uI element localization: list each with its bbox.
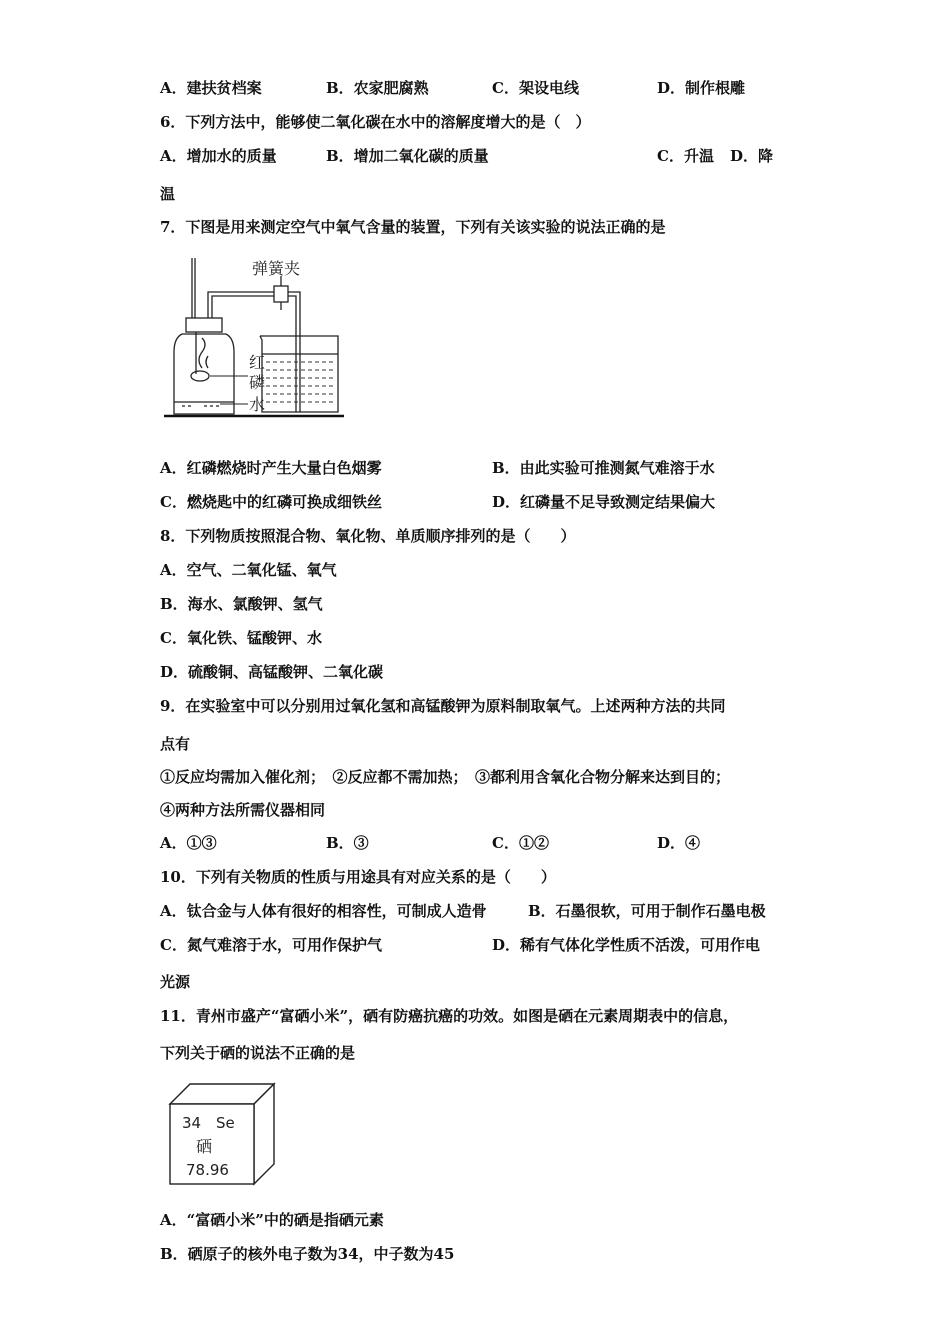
q6-option-d: D．降	[730, 147, 774, 165]
q7-option-b: B．由此实验可推测氮气难溶于水	[492, 459, 715, 477]
q7-option-c: C．燃烧匙中的红磷可换成细铁丝	[160, 493, 382, 511]
q5-option-b: B．农家肥腐熟	[326, 79, 429, 97]
q9-statements-line-2: ④两种方法所需仪器相同	[160, 801, 326, 819]
element-name: 硒	[196, 1137, 213, 1156]
q6-option-c: C．升温	[657, 147, 714, 165]
q5-option-a: A．建扶贫档案	[160, 79, 262, 97]
q9-option-c: C．①②	[492, 834, 549, 852]
q6-option-a: A．增加水的质量	[160, 147, 277, 165]
q9-stem-line-2: 点有	[160, 735, 191, 753]
oxygen-measurement-apparatus-figure	[160, 252, 350, 422]
q9-statements-line-1: ①反应均需加入催化剂； ②反应都不需加热； ③都利用含氧化合物分解来达到目的；	[160, 768, 731, 786]
q5-option-d: D．制作根雕	[657, 79, 746, 97]
selenium-periodic-table-cell	[166, 1082, 278, 1186]
q10-stem: 10．下列有关物质的性质与用途具有对应关系的是（ ）	[160, 868, 556, 886]
atomic-number: 34	[182, 1114, 202, 1132]
q10-option-c: C．氮气难溶于水，可用作保护气	[160, 936, 382, 954]
red-phosphorus-label-1: 红	[249, 353, 266, 372]
q8-option-d: D．硫酸铜、高锰酸钾、二氧化碳	[160, 663, 384, 681]
q7-stem: 7．下图是用来测定空气中氧气含量的装置，下列有关该实验的说法正确的是	[160, 218, 666, 236]
q9-option-b: B．③	[326, 834, 369, 852]
q9-stem-line-1: 9．在实验室中可以分别用过氧化氢和高锰酸钾为原料制取氧气。上述两种方法的共同	[160, 697, 726, 715]
red-phosphorus-label-2: 磷	[249, 373, 266, 392]
q10-option-a: A．钛合金与人体有很好的相容性，可制成人造骨	[160, 902, 487, 920]
q10-option-d-continued: 光源	[160, 973, 191, 991]
atomic-mass: 78.96	[186, 1161, 229, 1179]
q8-stem: 8．下列物质按照混合物、氧化物、单质顺序排列的是（ ）	[160, 527, 576, 545]
q10-option-d: D．稀有气体化学性质不活泼，可用作电	[492, 936, 761, 954]
q11-stem-line-2: 下列关于硒的说法不正确的是	[160, 1044, 356, 1062]
q5-option-c: C．架设电线	[492, 79, 579, 97]
q11-option-b: B．硒原子的核外电子数为34，中子数为45	[160, 1245, 455, 1263]
q6-option-d-continued: 温	[160, 185, 176, 203]
q9-option-d: D．④	[657, 834, 701, 852]
q8-option-a: A．空气、二氧化锰、氧气	[160, 561, 337, 579]
q6-stem: 6．下列方法中，能够使二氧化碳在水中的溶解度增大的是（ ）	[160, 113, 591, 131]
q10-option-b: B．石墨很软，可用于制作石墨电极	[528, 902, 766, 920]
water-label: 水	[249, 395, 266, 414]
element-symbol: Se	[216, 1114, 235, 1132]
q11-stem-line-1: 11．青州市盛产“富硒小米”，硒有防癌抗癌的功效。如图是硒在元素周期表中的信息，	[160, 1007, 739, 1025]
q6-option-b: B．增加二氧化碳的质量	[326, 147, 489, 165]
q8-option-b: B．海水、氯酸钾、氢气	[160, 595, 323, 613]
q7-option-a: A．红磷燃烧时产生大量白色烟雾	[160, 459, 382, 477]
q11-option-a: A．“富硒小米”中的硒是指硒元素	[160, 1211, 384, 1229]
clamp-label: 弹簧夹	[252, 259, 301, 278]
q8-option-c: C．氧化铁、锰酸钾、水	[160, 629, 322, 647]
q7-option-d: D．红磷量不足导致测定结果偏大	[492, 493, 716, 511]
q9-option-a: A．①③	[160, 834, 217, 852]
